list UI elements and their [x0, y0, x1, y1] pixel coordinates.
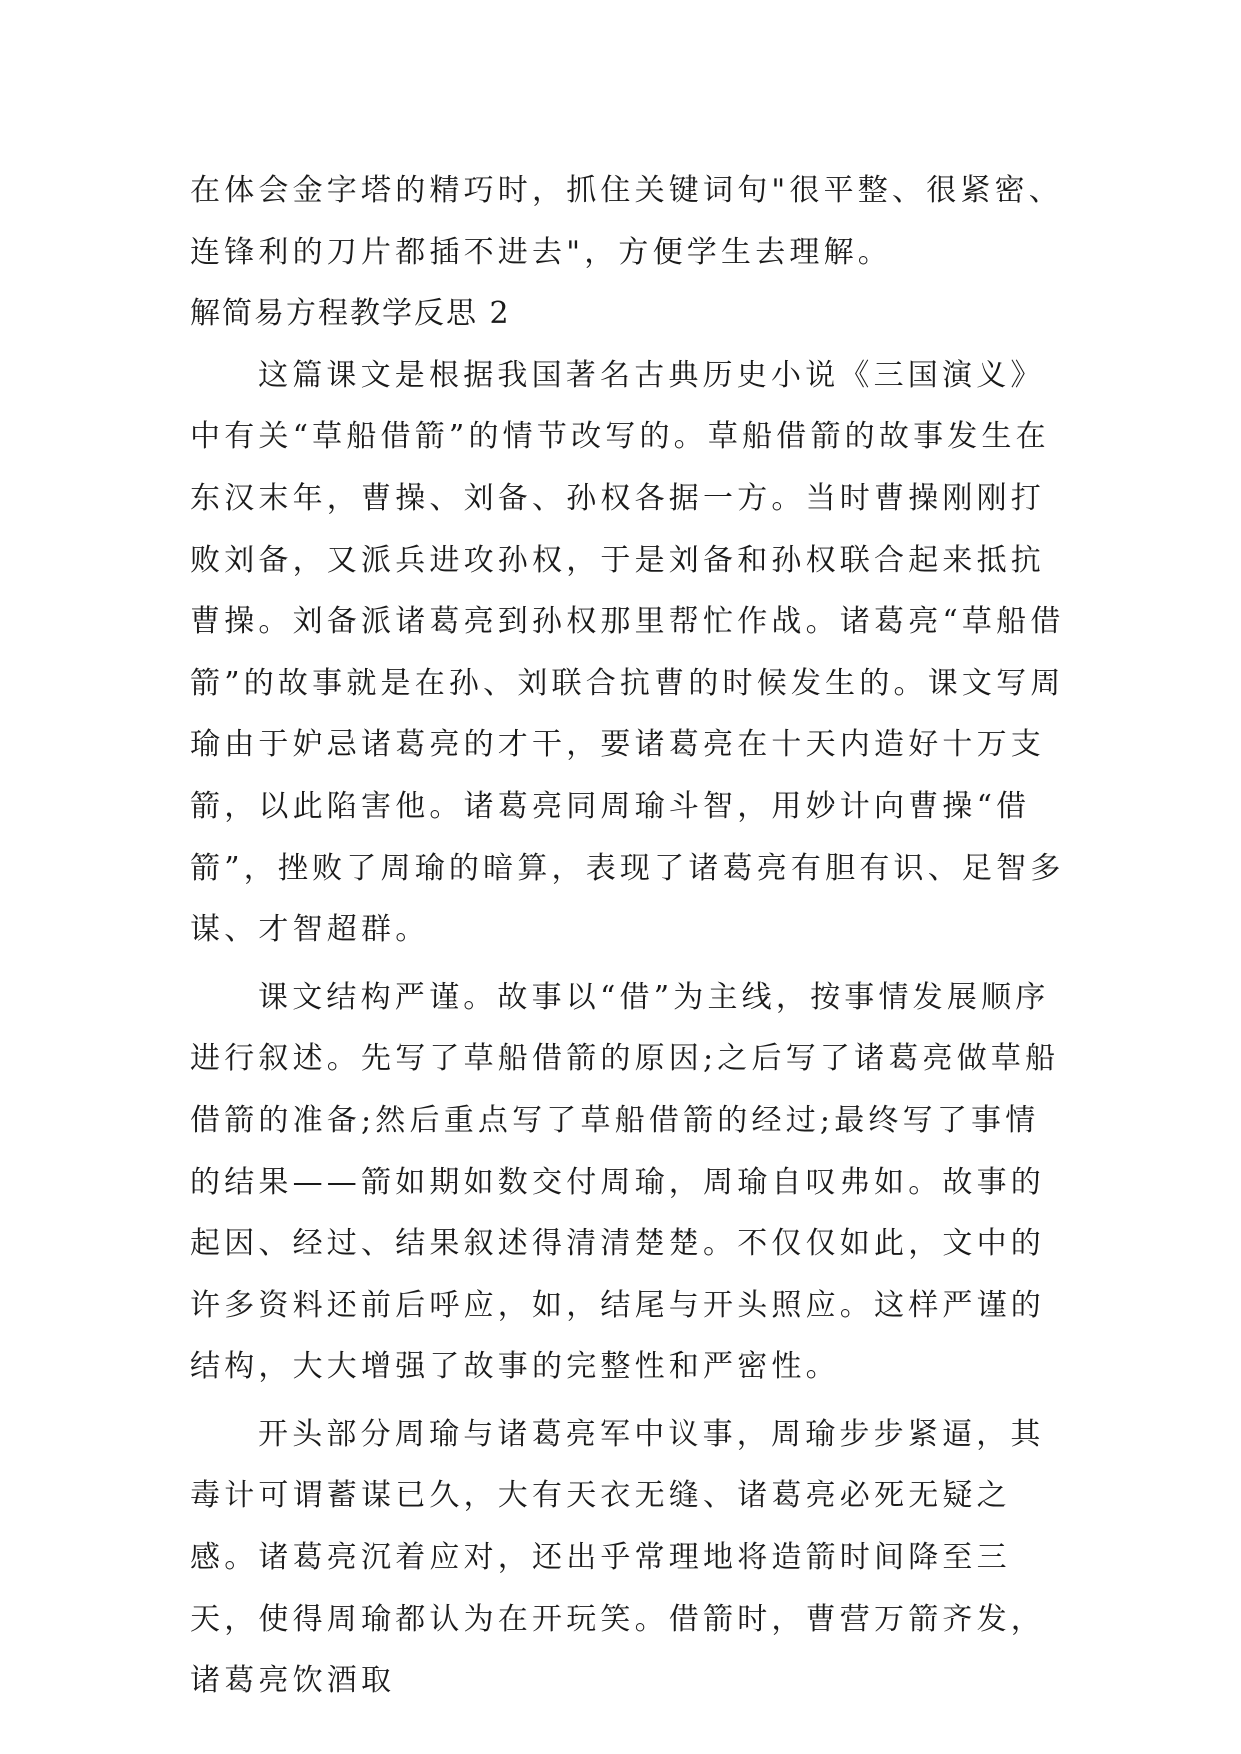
paragraph-2: 课文结构严谨。故事以“借”为主线，按事情发展顺序进行叙述。先写了草船借箭的原因;之后写了诸葛亮做草船借箭的准备;然后重点写了草船借箭的经过;最终写了事情的结果——箭如期如数交付周瑜，周瑜自叹弗如。故事的起因、经过、结果叙述得清清楚楚。不仅仅如此，文中的许多资料还前后呼应，如，结尾与开头照应。这样严谨的结构，大大增强了故事的完整性和严密性。	[190, 979, 1060, 1385]
paragraph-1: 这篇课文是根据我国著名古典历史小说《三国演义》中有关“草船借箭”的情节改写的。草船借箭的故事发生在东汉末年，曹操、刘备、孙权各据一方。当时曹操刚刚打败刘备，又派兵进攻孙权，于是刘备和孙权联合起来抵抗曹操。刘备派诸葛亮到孙权那里帮忙作战。诸葛亮“草船借箭”的故事就是在孙、刘联合抗曹的时候发生的。课文写周瑜由于妒忌诸葛亮的才干，要诸葛亮在十天内造好十万支箭，以此陷害他。诸葛亮同周瑜斗智，用妙计向曹操“借箭”，挫败了周瑜的暗算，表现了诸葛亮有胆有识、足智多谋、才智超群。	[190, 357, 1065, 948]
section-heading: 解简易方程教学反思 2	[190, 296, 511, 332]
intro-paragraph: 在体会金字塔的精巧时，抓住关键词句"很平整、很紧密、连锋利的刀片都插不进去"，方便学生去理解。	[190, 173, 1063, 270]
paragraph-3: 开头部分周瑜与诸葛亮军中议事，周瑜步步紧逼，其毒计可谓蓄谋已久，大有天衣无缝、诸葛亮必死无疑之感。诸葛亮沉着应对，还出乎常理地将造箭时间降至三天，使得周瑜都认为在开玩笑。借箭时，曹营万箭齐发，诸葛亮饮酒取	[190, 1416, 1045, 1699]
document-body	[190, 160, 1070, 1712]
